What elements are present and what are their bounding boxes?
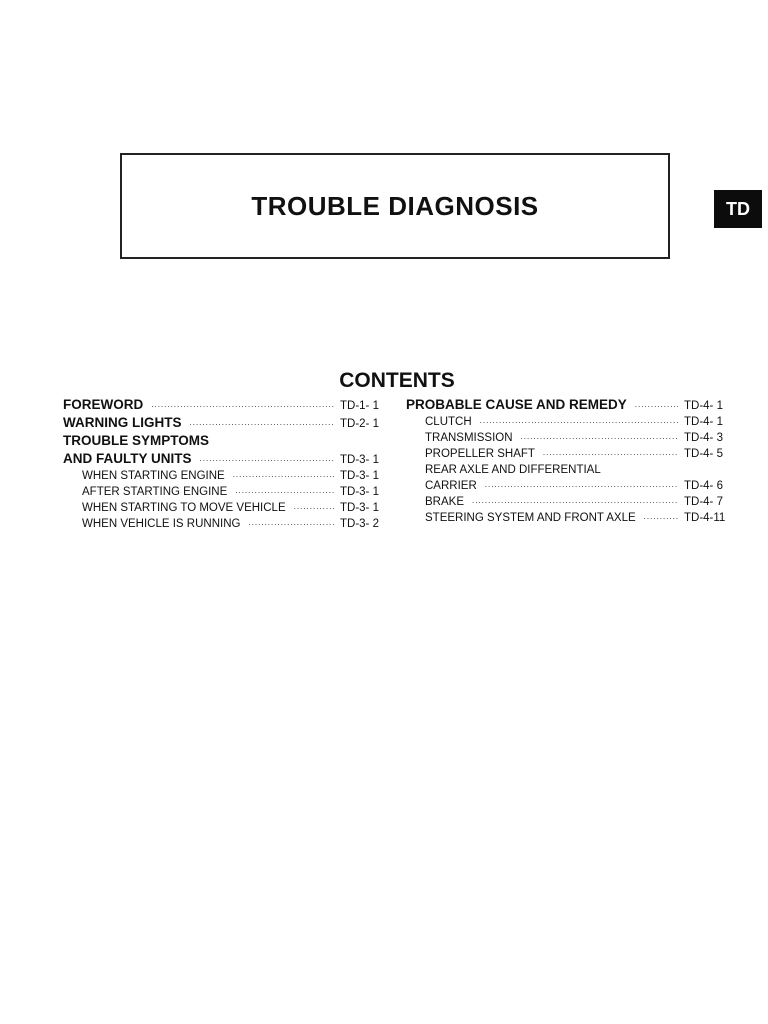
dot-leader [635, 401, 678, 409]
toc-entry-page: TD-3- 2 [340, 518, 379, 530]
toc-entry-label: TRANSMISSION [425, 432, 513, 444]
toc-entry-clutch[interactable] [406, 412, 732, 428]
toc-entry-label: FOREWORD [63, 397, 144, 412]
dot-leader [644, 513, 678, 521]
toc-entry-page: TD-4- 1 [684, 400, 723, 412]
toc-entry-page: TD-4-11 [684, 512, 726, 524]
toc-entry-label: WHEN VEHICLE IS RUNNING [82, 518, 241, 530]
toc-entry-page: TD-2- 1 [340, 418, 379, 430]
toc-entry-faulty-units[interactable] [63, 448, 388, 466]
toc-entry-label: CARRIER [425, 480, 477, 492]
toc-entry-label: TROUBLE SYMPTOMS [63, 433, 210, 448]
toc-entry-label: PROBABLE CAUSE AND REMEDY [406, 397, 627, 412]
dot-leader [294, 503, 334, 511]
toc-entry-label: AND FAULTY UNITS [63, 451, 192, 466]
dot-leader [543, 449, 678, 457]
dot-leader [200, 455, 334, 463]
toc-entry-label: CLUTCH [425, 416, 472, 428]
toc-entry-page: TD-4- 1 [684, 416, 723, 428]
toc-entry-label: WARNING LIGHTS [63, 415, 182, 430]
dot-leader [485, 481, 678, 489]
toc-left-column [63, 394, 388, 530]
toc-entry-vehicle-running[interactable] [63, 514, 388, 530]
toc-entry-page: TD-3- 1 [340, 470, 379, 482]
toc-right-column [406, 394, 732, 524]
dot-leader [480, 417, 678, 425]
contents-heading: CONTENTS [339, 369, 455, 392]
dot-leader [190, 419, 335, 427]
toc-entry-page: TD-3- 1 [340, 486, 379, 498]
dot-leader [472, 497, 678, 505]
dot-leader [151, 401, 334, 409]
toc-entry-trouble-symptoms [63, 430, 388, 448]
toc-entry-label: STEERING SYSTEM AND FRONT AXLE [425, 512, 636, 524]
dot-leader [233, 471, 334, 479]
dot-leader [248, 519, 334, 527]
toc-entry-starting-to-move[interactable] [63, 498, 388, 514]
toc-entry-label: WHEN STARTING TO MOVE VEHICLE [82, 502, 286, 514]
toc-entry-page: TD-1- 1 [340, 400, 379, 412]
page-title: TROUBLE DIAGNOSIS [251, 190, 539, 221]
toc-entry-page: TD-4- 3 [684, 432, 723, 444]
toc-entry-label: PROPELLER SHAFT [425, 448, 535, 460]
toc-entry-foreword[interactable] [63, 394, 388, 412]
toc-entry-after-starting[interactable] [63, 482, 388, 498]
toc-entry-transmission[interactable] [406, 428, 732, 444]
toc-entry-page: TD-4- 6 [684, 480, 723, 492]
toc-entry-page: TD-3- 1 [340, 454, 379, 466]
toc-entry-page: TD-3- 1 [340, 502, 379, 514]
toc-entry-propeller-shaft[interactable] [406, 444, 732, 460]
dot-leader [521, 433, 678, 441]
toc-entry-carrier[interactable] [406, 476, 732, 492]
dot-leader [235, 487, 334, 495]
toc-entry-probable-cause[interactable] [406, 394, 732, 412]
toc-entry-steering[interactable] [406, 508, 732, 524]
toc-entry-page: TD-4- 5 [684, 448, 723, 460]
toc-entry-starting-engine[interactable] [63, 466, 388, 482]
toc-entry-label: AFTER STARTING ENGINE [82, 486, 228, 498]
title-box [120, 153, 670, 259]
toc-entry-label: BRAKE [425, 496, 464, 508]
toc-entry-label: REAR AXLE AND DIFFERENTIAL [425, 464, 601, 476]
toc-entry-label: WHEN STARTING ENGINE [82, 470, 225, 482]
toc-entry-brake[interactable] [406, 492, 732, 508]
toc-entry-warning-lights[interactable] [63, 412, 388, 430]
toc-entry-rear-axle [406, 460, 732, 476]
toc-entry-page: TD-4- 7 [684, 496, 723, 508]
section-tab: TD [714, 190, 762, 228]
